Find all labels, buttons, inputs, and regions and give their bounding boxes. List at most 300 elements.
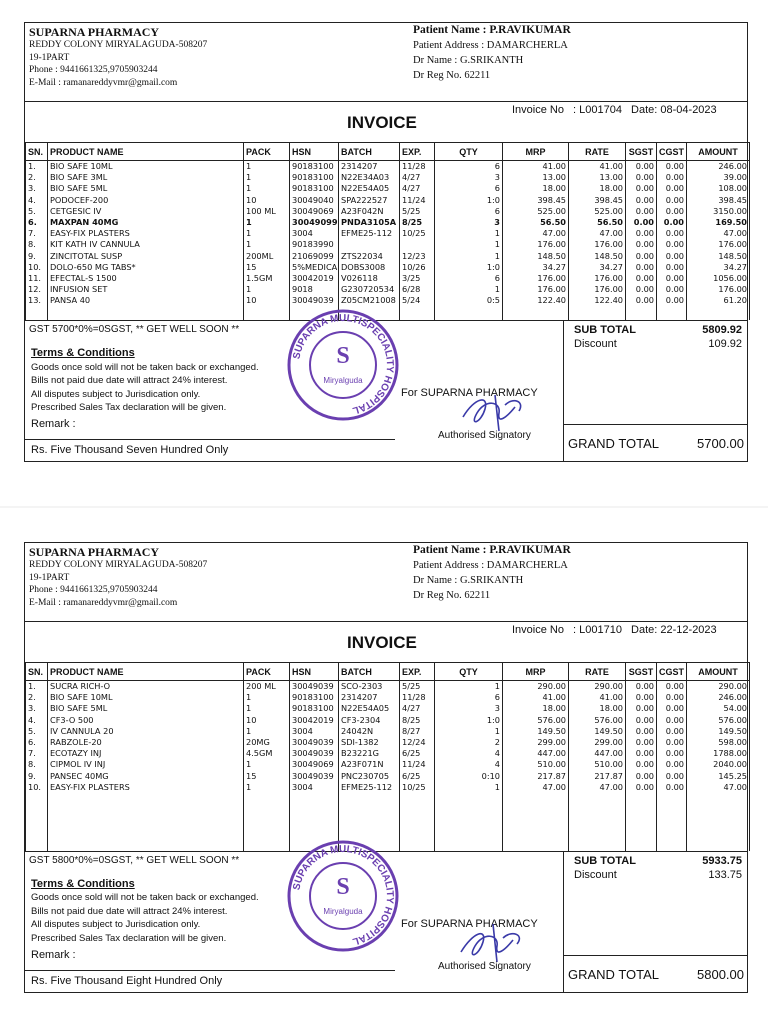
table-cell: 1788.00 <box>687 748 750 759</box>
table-filler-cell <box>244 306 290 320</box>
totals-box <box>563 321 748 461</box>
table-cell: 0.00 <box>626 239 657 250</box>
table-cell: 3. <box>26 703 48 714</box>
table-row <box>26 262 750 273</box>
table-filler-cell <box>569 306 626 320</box>
table-filler-cell <box>435 793 503 851</box>
table-cell: 1 <box>244 703 290 714</box>
invoice-title-row <box>25 622 747 662</box>
amount-in-words: Rs. Five Thousand Eight Hundred Only <box>25 970 395 990</box>
table-cell: 145.25 <box>687 771 750 782</box>
column-header: SGST <box>626 143 657 161</box>
table-cell: PNC230705 <box>339 771 400 782</box>
table-cell: 122.40 <box>503 295 569 306</box>
table-cell: 0.00 <box>657 195 687 206</box>
terms-line: Goods once sold will not be taken back or exchanged. <box>31 892 259 904</box>
column-header: SN. <box>26 663 48 681</box>
table-cell: 1 <box>435 239 503 250</box>
table-header-row <box>26 663 750 681</box>
table-cell: CETGESIC IV <box>48 206 244 217</box>
table-cell: 510.00 <box>569 759 626 770</box>
table-cell: BIO SAFE 3ML <box>48 172 244 183</box>
table-cell: 0.00 <box>626 284 657 295</box>
terms-line: All disputes subject to Jurisdication only. <box>31 388 201 400</box>
grand-total-value: 5700.00 <box>697 436 744 452</box>
table-cell: 3004 <box>290 228 339 239</box>
table-cell: 0.00 <box>626 228 657 239</box>
table-cell: 30049069 <box>290 206 339 217</box>
table-cell: 0.00 <box>626 251 657 262</box>
table-cell: 0.00 <box>657 748 687 759</box>
terms-title: Terms & Conditions <box>31 347 135 360</box>
table-cell: 0.00 <box>626 262 657 273</box>
table-cell: 4/27 <box>400 172 435 183</box>
table-cell: 1 <box>435 251 503 262</box>
table-cell: 246.00 <box>687 161 750 173</box>
table-cell: 6 <box>435 206 503 217</box>
table-cell: 6 <box>435 183 503 194</box>
table-cell: 15 <box>244 262 290 273</box>
table-cell: 11/28 <box>400 692 435 703</box>
table-cell: 5/24 <box>400 295 435 306</box>
table-cell: 299.00 <box>569 737 626 748</box>
table-cell: 18.00 <box>503 703 569 714</box>
table-cell: 0.00 <box>657 759 687 770</box>
table-cell: 0.00 <box>626 759 657 770</box>
table-cell: 56.50 <box>503 217 569 228</box>
page-separator <box>0 506 768 508</box>
invoice-date: Date: 08-04-2023 <box>631 104 717 116</box>
table-cell: 290.00 <box>503 681 569 693</box>
table-cell: 1. <box>26 681 48 693</box>
table-cell: 30049039 <box>290 748 339 759</box>
table-cell: 90183100 <box>290 183 339 194</box>
table-cell: 30049039 <box>290 681 339 693</box>
table-cell: 3 <box>435 172 503 183</box>
table-cell: 11. <box>26 273 48 284</box>
table-cell: 176.00 <box>687 239 750 250</box>
table-cell: 1 <box>435 284 503 295</box>
table-filler-cell <box>26 306 48 320</box>
table-cell: 0.00 <box>626 183 657 194</box>
table-cell: 1056.00 <box>687 273 750 284</box>
table-cell: 30049099 <box>290 217 339 228</box>
patient-name: Patient Name : P.RAVIKUMAR <box>413 24 571 36</box>
table-cell: 90183100 <box>290 161 339 173</box>
table-cell: 398.45 <box>687 195 750 206</box>
table-cell: 0.00 <box>657 284 687 295</box>
table-cell: 61.20 <box>687 295 750 306</box>
table-cell: 30049040 <box>290 195 339 206</box>
table-filler-cell <box>626 793 657 851</box>
invoice-number-date <box>512 624 723 636</box>
table-cell: 18.00 <box>503 183 569 194</box>
table-cell: ZINCITOTAL SUSP <box>48 251 244 262</box>
table-filler-cell <box>687 793 750 851</box>
table-cell: Z05CM21008 <box>339 295 400 306</box>
table-cell: 525.00 <box>569 206 626 217</box>
table-cell: 0.00 <box>626 206 657 217</box>
table-cell: 1 <box>244 284 290 295</box>
amount-in-words: Rs. Five Thousand Seven Hundred Only <box>25 439 395 459</box>
table-filler-cell <box>435 306 503 320</box>
discount-label: Discount <box>574 868 617 881</box>
table-cell: 0.00 <box>657 251 687 262</box>
table-cell: BIO SAFE 10ML <box>48 161 244 173</box>
table-cell: 11/24 <box>400 759 435 770</box>
column-header: PACK <box>244 663 290 681</box>
table-row <box>26 692 750 703</box>
table-cell: RABZOLE-20 <box>48 737 244 748</box>
gst-line: GST 5700*0%=0SGST, ** GET WELL SOON ** <box>29 324 240 336</box>
signature <box>455 918 535 964</box>
column-header: MRP <box>503 143 569 161</box>
column-header: HSN <box>290 663 339 681</box>
table-row <box>26 295 750 306</box>
table-cell: 18.00 <box>569 703 626 714</box>
terms-conditions <box>31 347 259 415</box>
table-row <box>26 273 750 284</box>
table-cell: 9. <box>26 771 48 782</box>
pharmacy-email: E-Mail : ramanareddyvmr@gmail.com <box>29 598 178 609</box>
table-cell: 176.00 <box>569 284 626 295</box>
table-cell: 30049039 <box>290 737 339 748</box>
table-cell: 0:5 <box>435 295 503 306</box>
table-cell: N22E54A05 <box>339 183 400 194</box>
terms-conditions <box>31 878 259 946</box>
table-cell: 290.00 <box>687 681 750 693</box>
table-cell: 1 <box>244 217 290 228</box>
table-cell: 6 <box>435 161 503 173</box>
table-row <box>26 737 750 748</box>
pharmacy-phone: Phone : 9441661325,9705903244 <box>29 585 158 596</box>
table-cell: 6 <box>435 692 503 703</box>
table-cell: B23221G <box>339 748 400 759</box>
column-header: EXP. <box>400 663 435 681</box>
grand-total-label: GRAND TOTAL <box>568 966 660 982</box>
table-cell: PANSEC 40MG <box>48 771 244 782</box>
table-cell: 47.00 <box>687 228 750 239</box>
table-cell: 0.00 <box>626 782 657 793</box>
invoice-2 <box>24 542 748 993</box>
table-cell: 0.00 <box>657 172 687 183</box>
table-cell: 525.00 <box>503 206 569 217</box>
table-cell: 90183100 <box>290 172 339 183</box>
column-header: AMOUNT <box>687 143 750 161</box>
doctor-name: Dr Name : G.SRIKANTH <box>413 55 524 66</box>
discount-value: 109.92 <box>708 338 742 351</box>
table-cell: 0:10 <box>435 771 503 782</box>
table-cell: EASY-FIX PLASTERS <box>48 228 244 239</box>
table-row <box>26 703 750 714</box>
table-cell: 41.00 <box>503 692 569 703</box>
svg-text:S: S <box>336 343 350 370</box>
table-cell: 0.00 <box>657 161 687 173</box>
table-cell: SUCRA RICH-O <box>48 681 244 693</box>
table-cell: 2314207 <box>339 161 400 173</box>
discount-value: 133.75 <box>708 868 742 881</box>
pharmacy-info <box>29 26 207 90</box>
table-cell: 108.00 <box>687 183 750 194</box>
table-cell: 8/27 <box>400 726 435 737</box>
table-cell: 0.00 <box>657 295 687 306</box>
column-header: QTY <box>435 143 503 161</box>
table-cell: 149.50 <box>569 726 626 737</box>
table-cell: 176.00 <box>503 284 569 295</box>
hospital-stamp <box>285 307 401 423</box>
column-header: PRODUCT NAME <box>48 143 244 161</box>
table-cell: 0.00 <box>657 715 687 726</box>
table-cell: 5/25 <box>400 206 435 217</box>
table-cell: 34.27 <box>687 262 750 273</box>
table-cell: 3 <box>435 703 503 714</box>
table-cell: 576.00 <box>503 715 569 726</box>
table-cell: MAXPAN 40MG <box>48 217 244 228</box>
table-filler-cell <box>626 306 657 320</box>
column-header: RATE <box>569 663 626 681</box>
pharmacy-phone: Phone : 9441661325,9705903244 <box>29 65 158 76</box>
table-cell: 5%MEDICA <box>290 262 339 273</box>
table-cell: 2314207 <box>339 692 400 703</box>
table-cell <box>339 239 400 250</box>
table-cell: 1 <box>435 681 503 693</box>
table-cell: 1 <box>435 726 503 737</box>
table-cell: ZTS22034 <box>339 251 400 262</box>
column-header: RATE <box>569 143 626 161</box>
patient-info <box>413 543 571 603</box>
table-row <box>26 782 750 793</box>
column-header: CGST <box>657 143 687 161</box>
terms-line: Prescribed Sales Tax declaration will be given. <box>31 932 227 944</box>
table-cell: 299.00 <box>503 737 569 748</box>
table-cell: 11/24 <box>400 195 435 206</box>
table-cell: PANSA 40 <box>48 295 244 306</box>
table-cell: 10 <box>244 295 290 306</box>
table-cell: 10/26 <box>400 262 435 273</box>
table-filler-cell <box>687 306 750 320</box>
table-cell: 447.00 <box>569 748 626 759</box>
table-cell: 13.00 <box>503 172 569 183</box>
table-cell: 34.27 <box>569 262 626 273</box>
table-cell: 2. <box>26 692 48 703</box>
table-cell: 3004 <box>290 726 339 737</box>
table-cell: 90183100 <box>290 692 339 703</box>
table-cell: 10. <box>26 262 48 273</box>
table-cell <box>400 239 435 250</box>
table-cell: 10 <box>244 195 290 206</box>
table-cell: 0.00 <box>626 748 657 759</box>
table-cell: 148.50 <box>503 251 569 262</box>
pharmacy-name: SUPARNA PHARMACY <box>29 545 160 559</box>
table-cell: 0.00 <box>626 295 657 306</box>
table-cell: 47.00 <box>687 782 750 793</box>
table-cell: 3004 <box>290 782 339 793</box>
table-cell: 8. <box>26 239 48 250</box>
table-row <box>26 206 750 217</box>
table-cell: 398.45 <box>569 195 626 206</box>
table-cell: A23F042N <box>339 206 400 217</box>
table-cell: 4/27 <box>400 183 435 194</box>
invoice-no: : L001704 <box>573 104 622 116</box>
table-cell: 0.00 <box>657 206 687 217</box>
table-cell: 0.00 <box>657 239 687 250</box>
table-cell: 176.00 <box>687 284 750 295</box>
invoice-header <box>25 23 747 102</box>
table-cell: 41.00 <box>569 161 626 173</box>
table-cell: 5. <box>26 726 48 737</box>
table-row <box>26 251 750 262</box>
column-header: HSN <box>290 143 339 161</box>
table-cell: 11/28 <box>400 161 435 173</box>
column-header: QTY <box>435 663 503 681</box>
doctor-reg: Dr Reg No. 62211 <box>413 590 491 601</box>
table-row <box>26 748 750 759</box>
table-cell: ECOTAZY INJ <box>48 748 244 759</box>
table-cell: 576.00 <box>569 715 626 726</box>
table-cell: 200 ML <box>244 681 290 693</box>
table-cell: N22E54A05 <box>339 703 400 714</box>
discount-label: Discount <box>574 338 617 351</box>
table-cell: 1 <box>244 228 290 239</box>
table-cell: 47.00 <box>503 782 569 793</box>
table-row <box>26 239 750 250</box>
table-row <box>26 759 750 770</box>
table-cell: 1. <box>26 161 48 173</box>
invoice-1 <box>24 22 748 462</box>
sub-total-value: 5933.75 <box>702 854 742 867</box>
table-cell: 90183990 <box>290 239 339 250</box>
table-cell: N22E34A03 <box>339 172 400 183</box>
table-cell: 41.00 <box>503 161 569 173</box>
pharmacy-address: REDDY COLONY MIRYALAGUDA-508207 <box>29 39 208 50</box>
sub-total-label: SUB TOTAL <box>574 324 636 337</box>
table-filler-cell <box>657 306 687 320</box>
table-cell: 148.50 <box>569 251 626 262</box>
table-cell: 47.00 <box>569 228 626 239</box>
for-pharmacy: For SUPARNA PHARMACY <box>401 387 538 400</box>
column-header: EXP. <box>400 143 435 161</box>
column-header: BATCH <box>339 663 400 681</box>
table-filler-cell <box>400 306 435 320</box>
table-cell: 9018 <box>290 284 339 295</box>
table-cell: 1 <box>244 183 290 194</box>
table-filler-cell <box>657 793 687 851</box>
table-cell: 1 <box>244 161 290 173</box>
table-cell: 0.00 <box>626 172 657 183</box>
table-cell: CIPMOL IV INJ <box>48 759 244 770</box>
table-cell: 246.00 <box>687 692 750 703</box>
invoice-title-row <box>25 102 747 142</box>
table-cell: 0.00 <box>657 217 687 228</box>
table-header-row <box>26 143 750 161</box>
table-cell: 0.00 <box>657 726 687 737</box>
column-header: BATCH <box>339 143 400 161</box>
table-cell: 1:0 <box>435 195 503 206</box>
table-cell: BIO SAFE 10ML <box>48 692 244 703</box>
table-cell: 0.00 <box>626 692 657 703</box>
table-cell: 30049039 <box>290 771 339 782</box>
table-cell: 4 <box>435 759 503 770</box>
table-cell: CF3-2304 <box>339 715 400 726</box>
patient-address: Patient Address : DAMARCHERLA <box>413 40 568 51</box>
table-cell: 0.00 <box>657 692 687 703</box>
table-cell: 9. <box>26 251 48 262</box>
table-row <box>26 681 750 693</box>
table-cell: 176.00 <box>503 273 569 284</box>
table-cell: SCO-2303 <box>339 681 400 693</box>
table-cell: 0.00 <box>657 737 687 748</box>
table-cell: 1 <box>244 172 290 183</box>
table-cell: 30049039 <box>290 295 339 306</box>
stamp-text: SUPARNA MULTISPECIALITY HOSPITAL <box>291 843 396 947</box>
table-cell: 0.00 <box>626 703 657 714</box>
table-cell: BIO SAFE 5ML <box>48 703 244 714</box>
pharmacy-email: E-Mail : ramanareddyvmr@gmail.com <box>29 78 178 89</box>
table-cell: 217.87 <box>503 771 569 782</box>
table-cell: 0.00 <box>626 161 657 173</box>
table-cell: 2 <box>435 737 503 748</box>
table-cell: 169.50 <box>687 217 750 228</box>
table-cell: A23F071N <box>339 759 400 770</box>
invoice-number-date <box>512 104 723 116</box>
table-cell: 0.00 <box>657 183 687 194</box>
column-header: MRP <box>503 663 569 681</box>
table-cell: 7. <box>26 748 48 759</box>
table-cell: 41.00 <box>569 692 626 703</box>
invoice-no: : L001710 <box>573 624 622 636</box>
patient-address: Patient Address : DAMARCHERLA <box>413 560 568 571</box>
table-filler-cell <box>48 793 244 851</box>
authorised-signatory: Authorised Signatory <box>438 430 531 442</box>
invoice-no-label: Invoice No <box>512 624 564 636</box>
table-cell: 217.87 <box>569 771 626 782</box>
terms-title: Terms & Conditions <box>31 877 135 890</box>
table-cell: 0.00 <box>626 273 657 284</box>
table-cell: 3. <box>26 183 48 194</box>
table-cell: 0.00 <box>626 737 657 748</box>
table-cell: 0.00 <box>626 771 657 782</box>
table-cell: 1:0 <box>435 715 503 726</box>
table-cell: 5. <box>26 206 48 217</box>
table-cell: 6/28 <box>400 284 435 295</box>
stamp-city: Miryalguda <box>323 376 363 386</box>
table-cell: V026118 <box>339 273 400 284</box>
table-cell: 176.00 <box>569 273 626 284</box>
table-cell: 10 <box>244 715 290 726</box>
authorised-signatory: Authorised Signatory <box>438 960 531 972</box>
sub-total-label: SUB TOTAL <box>574 854 636 867</box>
table-cell: CF3-O 500 <box>48 715 244 726</box>
table-cell: 0.00 <box>626 726 657 737</box>
table-cell: 4.5GM <box>244 748 290 759</box>
table-row <box>26 284 750 295</box>
table-cell: 18.00 <box>569 183 626 194</box>
table-cell: 4 <box>435 748 503 759</box>
grand-total-value: 5800.00 <box>697 966 744 982</box>
table-filler-cell <box>244 793 290 851</box>
table-cell: 30042019 <box>290 715 339 726</box>
table-cell: 0.00 <box>626 217 657 228</box>
table-cell: INFUSION SET <box>48 284 244 295</box>
table-cell: 4. <box>26 715 48 726</box>
table-row <box>26 161 750 173</box>
table-cell: BIO SAFE 5ML <box>48 183 244 194</box>
table-cell: 15 <box>244 771 290 782</box>
table-cell: 56.50 <box>569 217 626 228</box>
patient-info <box>413 23 571 83</box>
table-row <box>26 771 750 782</box>
items-table <box>25 142 750 320</box>
